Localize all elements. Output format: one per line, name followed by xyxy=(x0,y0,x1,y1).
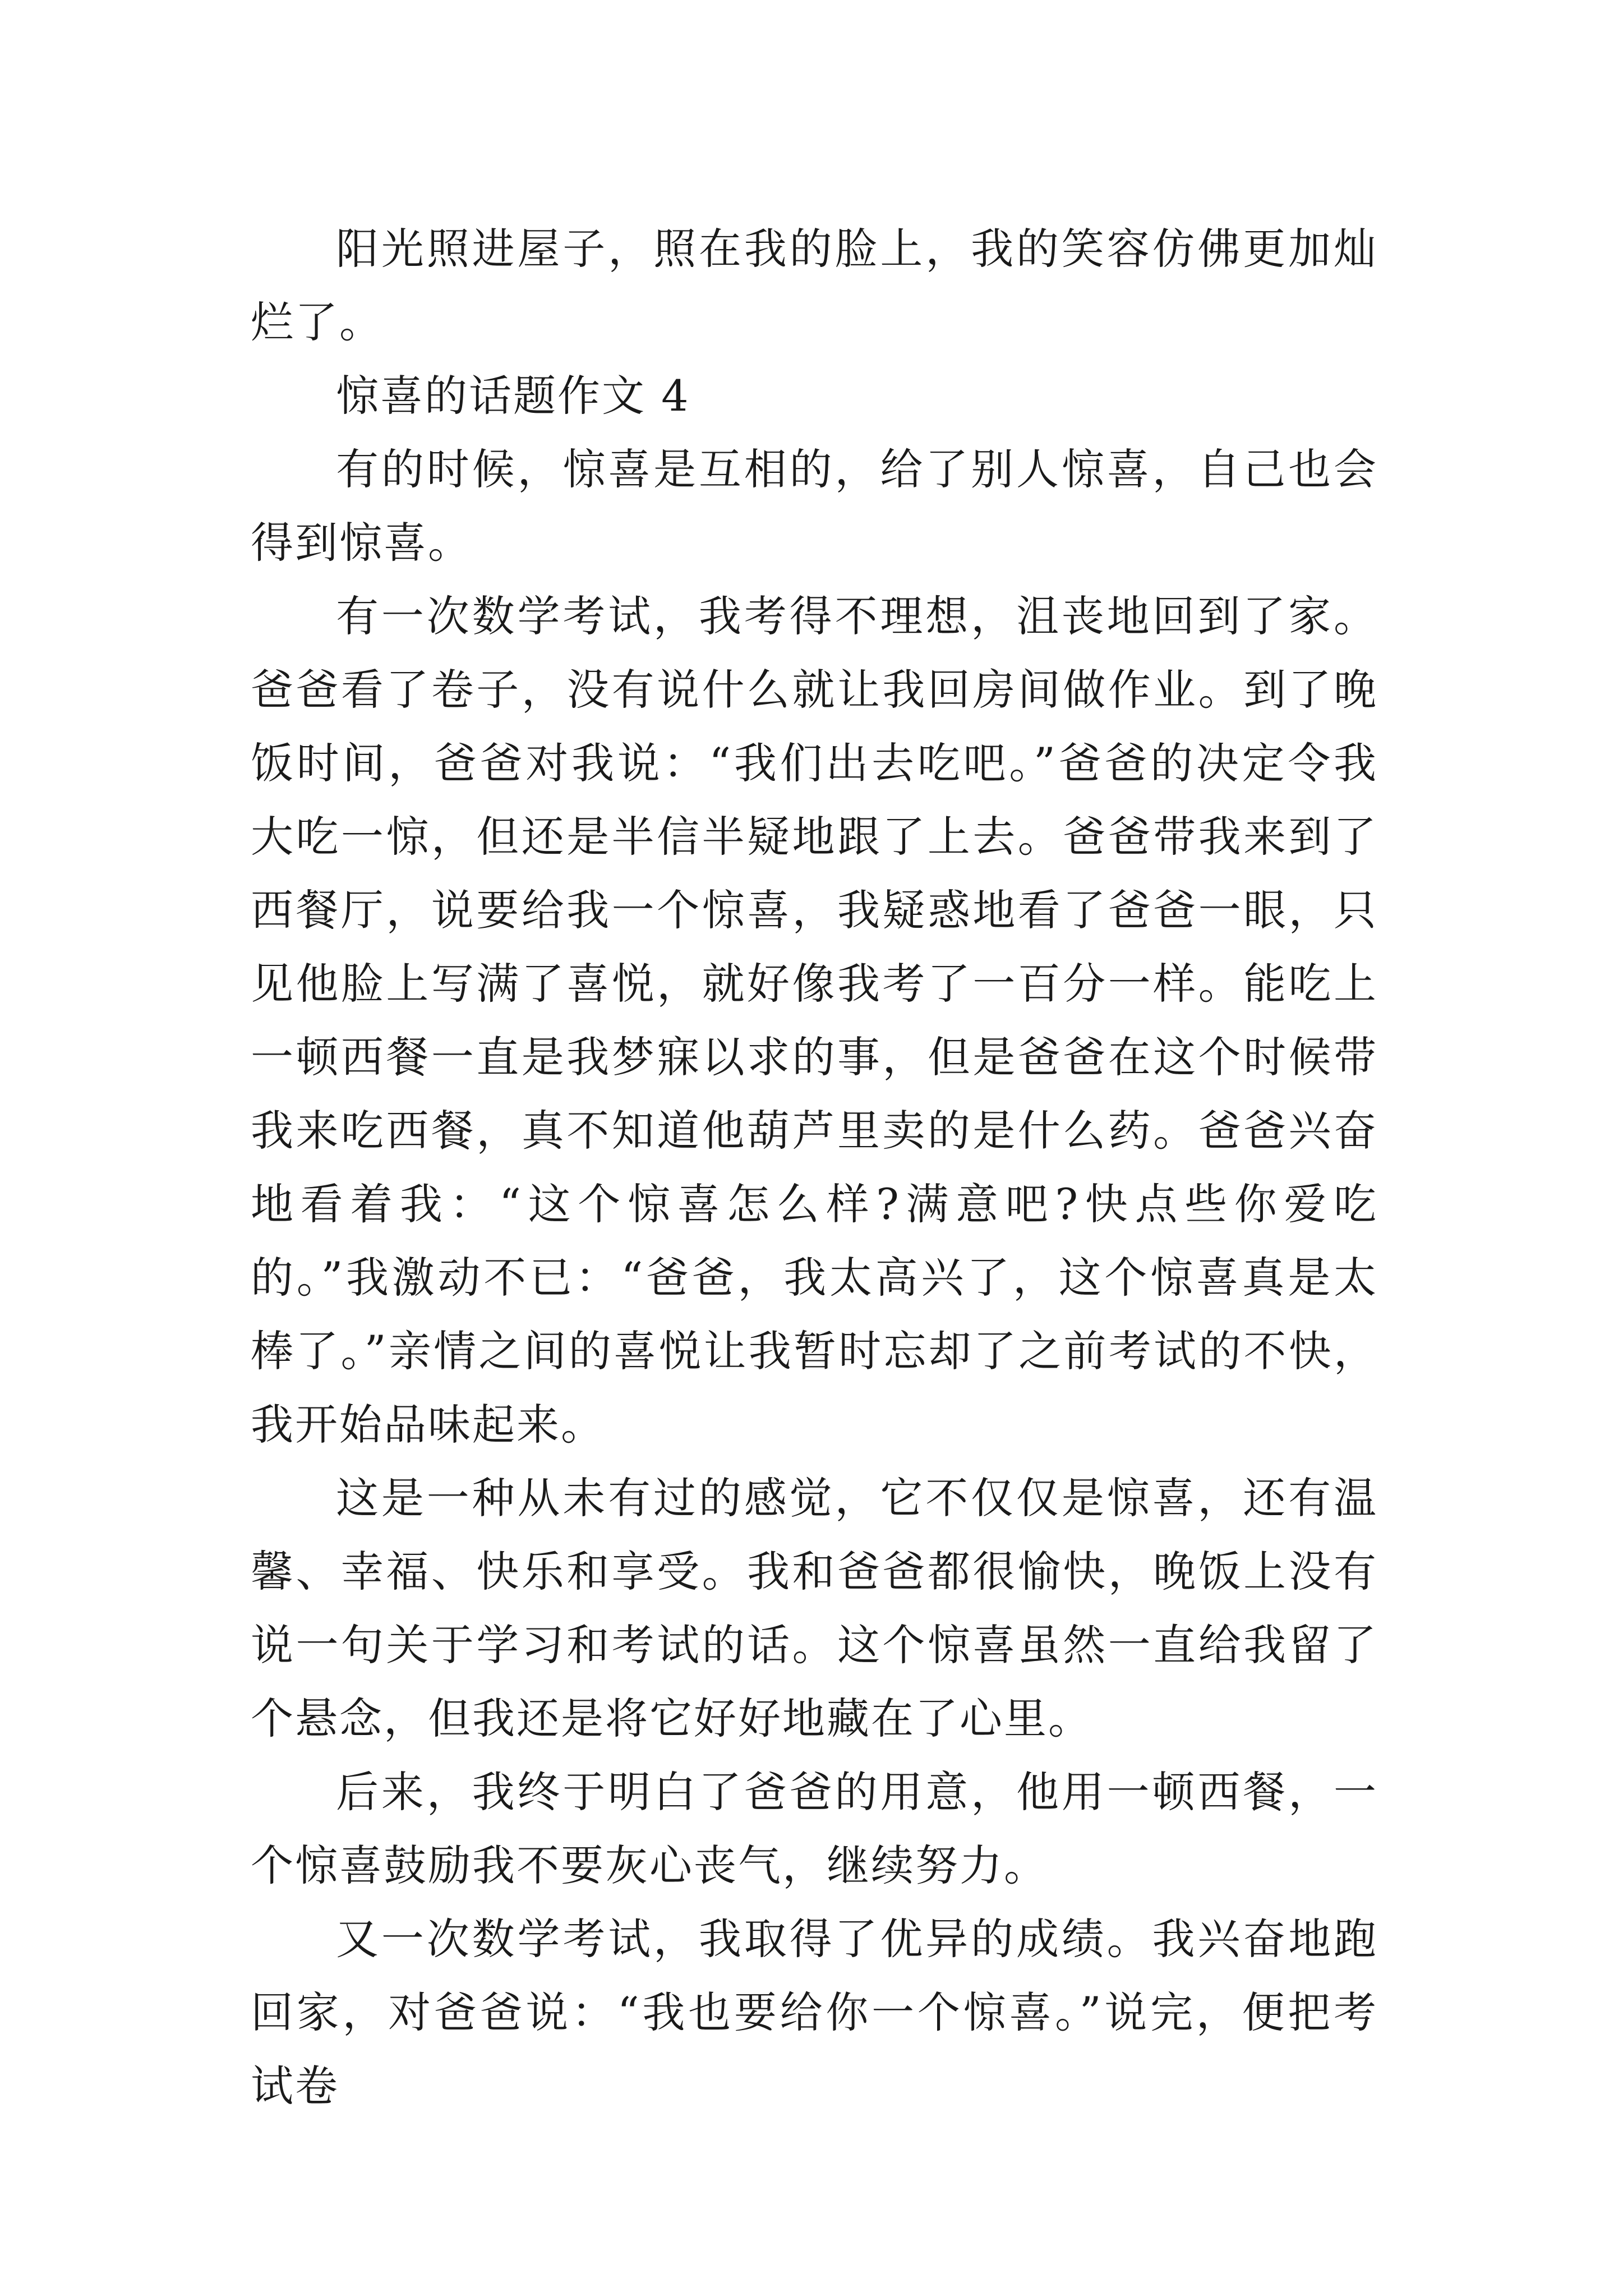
essay-heading: 惊喜的话题作文 4 xyxy=(336,371,690,421)
paragraph-understanding: 后来，我终于明白了爸爸的用意，他用一顿西餐，一个惊喜鼓励我不要灰心丧气，继续努力。 xyxy=(251,1767,1378,1890)
paragraph-sunlight: 阳光照进屋子，照在我的脸上，我的笑容仿佛更加灿烂了。 xyxy=(251,224,1378,347)
paragraph-intro: 有的时候，惊喜是互相的，给了别人惊喜，自己也会得到惊喜。 xyxy=(251,444,1378,568)
document-body xyxy=(251,212,1378,2123)
paragraph-feeling: 这是一种从未有过的感觉，它不仅仅是惊喜，还有温馨、幸福、快乐和享受。我和爸爸都很愉快，晚饭上没有说一句关于学习和考试的话。这个惊喜虽然一直给我留了个悬念，但我还是将它好好地藏在了心里。 xyxy=(251,1473,1378,1743)
paragraph-second-exam: 又一次数学考试，我取得了优异的成绩。我兴奋地跑回家，对爸爸说：“我也要给你一个惊喜。”说完，便把考试卷 xyxy=(251,1914,1378,2111)
paragraph-math-exam: 有一次数学考试，我考得不理想，沮丧地回到了家。爸爸看了卷子，没有说什么就让我回房间做作业。到了晚饭时间，爸爸对我说：“我们出去吃吧。”爸爸的决定令我大吃一惊，但还是半信半疑地跟了上去。爸爸带我来到了西餐厅，说要给我一个惊喜，我疑惑地看了爸爸一眼，只见他脸上写满了喜悦，就好像我考了一百分一样。能吃上一顿西餐一直是我梦寐以求的事，但是爸爸在这个时候带我来吃西餐，真不知道他葫芦里卖的是什么药。爸爸兴奋地看着我：“这个惊喜怎么样?满意吧?快点些你爱吃的。”我激动不已：“爸爸，我太高兴了，这个惊喜真是太棒了。”亲情之间的喜悦让我暂时忘却了之前考试的不快，我开始品味起来。 xyxy=(251,591,1378,1450)
